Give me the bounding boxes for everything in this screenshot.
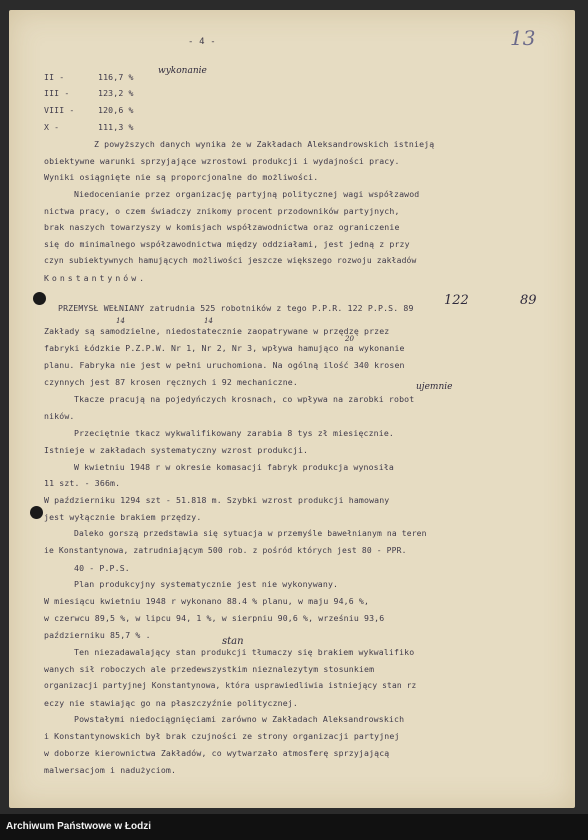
text-line: październiku 85,7 % . bbox=[44, 630, 151, 640]
text-line: w doborze kierownictwa Zakładów, co wytwarzało atmosferę sprzyjającą bbox=[44, 748, 390, 758]
stat-label-iii: III - bbox=[44, 88, 70, 98]
stat-label-x: X - bbox=[44, 122, 60, 132]
text-line: fabryki Łódzkie P.Z.P.W. Nr 1, Nr 2, Nr 3, wpływa hamująco na wykonanie bbox=[44, 343, 405, 353]
text-line: W październiku 1294 szt - 51.818 m. Szybki wzrost produkcji hamowany bbox=[44, 495, 390, 505]
text-line: obiektywne warunki sprzyjające wzrostowi produkcji i wydajności pracy. bbox=[44, 156, 400, 166]
text-line: Istnieje w zakładach systematyczny wzrost produkcji. bbox=[44, 445, 309, 455]
handwritten-ppr-count: 122 bbox=[444, 293, 469, 308]
stat-value-viii: 120,6 % bbox=[98, 105, 134, 115]
punch-hole-top bbox=[33, 292, 46, 305]
text-line: ie Konstantynowa, zatrudniającym 500 rob. z pośród których jest 80 - PPR. bbox=[44, 546, 407, 555]
text-line: Niedocenianie przez organizację partyjną politycznej wagi współzawod bbox=[74, 189, 420, 199]
text-line: w czerwcu 89,5 %, w lipcu 94, 1 %, w sierpniu 90,6 %, wrześniu 93,6 bbox=[44, 613, 385, 623]
text-line: Plan produkcyjny systematycznie jest nie wykonywany. bbox=[74, 579, 339, 589]
archive-footer bbox=[0, 814, 588, 840]
text-line: i Konstantynowskich był brak czujności ze strony organizacji partyjnej bbox=[44, 731, 400, 741]
text-line: czynnych jest 87 krosen ręcznych i 92 mechaniczne. bbox=[44, 377, 298, 387]
text-line: 11 szt. - 366m. bbox=[44, 478, 121, 488]
text-line: malwersacjom i nadużyciom. bbox=[44, 765, 177, 775]
text-line: eczy nie stawiając go na płaszczyźnie politycznej. bbox=[44, 698, 298, 708]
handwritten-note-14b: 14 bbox=[204, 317, 213, 325]
page-header: - 4 - bbox=[188, 37, 216, 47]
handwritten-note-ujemnie: ujemnie bbox=[416, 382, 453, 392]
punch-hole-bottom bbox=[30, 506, 43, 519]
text-line: Powstałymi niedociągnięciami zarówno w Zakładach Aleksandrowskich bbox=[74, 714, 405, 724]
stat-value-ii: 116,7 % bbox=[98, 72, 134, 82]
text-line: W miesiącu kwietniu 1948 r wykonano 88.4 % planu, w maju 94,6 %, bbox=[44, 596, 370, 606]
handwritten-note-14a: 14 bbox=[116, 317, 125, 325]
text-line: Wyniki osiągnięte nie są proporcjonalne do możliwości. bbox=[44, 172, 319, 182]
handwritten-note-20: 20 bbox=[345, 335, 354, 343]
handwritten-pps-count: 89 bbox=[520, 293, 537, 308]
text-line: Daleko gorszą przedstawia się sytuacja w przemyśle bawełnianym na teren bbox=[74, 529, 427, 538]
archive-name: Archiwum Państwowe w Łodzi bbox=[6, 821, 152, 832]
text-line: nictwa pracy, o czem świadczy znikomy procent przodowników partyjnych, bbox=[44, 206, 400, 216]
text-line: ników. bbox=[44, 411, 75, 421]
stat-value-iii: 123,2 % bbox=[98, 88, 134, 98]
text-line: organizacji partyjnej Konstantynowa, która usprawiedliwia istniejący stan rz bbox=[44, 681, 417, 690]
text-line: Przeciętnie tkacz wykwalifikowany zarabia 8 tys zł miesięcznie. bbox=[74, 428, 394, 438]
text-line: Ten niezadawalający stan produkcji tłumaczy się brakiem wykwalifiko bbox=[74, 647, 415, 657]
stat-value-x: 111,3 % bbox=[98, 122, 134, 132]
text-line-przemysl-welniany: PRZEMYSŁ WEŁNIANY zatrudnia 525 robotników z tego P.P.R. 122 P.P.S. 89 bbox=[58, 303, 414, 313]
handwritten-note-wykonanie: wykonanie bbox=[158, 66, 207, 76]
text-line: W kwietniu 1948 r w okresie komasacji fabryk produkcja wynosiła bbox=[74, 462, 394, 472]
text-line: planu. Fabryka nie jest w pełni uruchomiona. Na ogólną ilość 340 krosen bbox=[44, 360, 405, 370]
text-line: się do minimalnego współzawodnictwa między oddziałami, jest jedną z przy bbox=[44, 239, 410, 249]
text-line: 40 - P.P.S. bbox=[74, 563, 130, 573]
text-line: wanych sił roboczych ale przedewszystkim nieznalezytym stosunkiem bbox=[44, 664, 375, 674]
handwritten-note-stan: stan bbox=[222, 636, 244, 647]
handwritten-page-number: 13 bbox=[510, 26, 536, 50]
text-line: Z powyższych danych wynika że w Zakładach Aleksandrowskich istnieją bbox=[94, 139, 435, 149]
text-line: brak naszych towarzyszy w komisjach współzawodnictwa oraz ograniczenie bbox=[44, 222, 400, 232]
section-heading-konstantynow: Konstantynów. bbox=[44, 273, 148, 283]
text-line: Tkacze pracują na pojedyńczych krosnach, co wpływa na zarobki robot bbox=[74, 394, 415, 404]
stat-label-ii: II - bbox=[44, 72, 65, 82]
text-line: Zakłady są samodzielne, niedostatecznie zaopatrywane w przędzę przez bbox=[44, 326, 390, 336]
text-line: jest wyłącznie brakiem przędzy. bbox=[44, 512, 202, 522]
text-line: czyn subiektywnych hamujących możliwości jeszcze większego rozwoju zakładów bbox=[44, 256, 417, 265]
stat-label-viii: VIII - bbox=[44, 105, 75, 115]
